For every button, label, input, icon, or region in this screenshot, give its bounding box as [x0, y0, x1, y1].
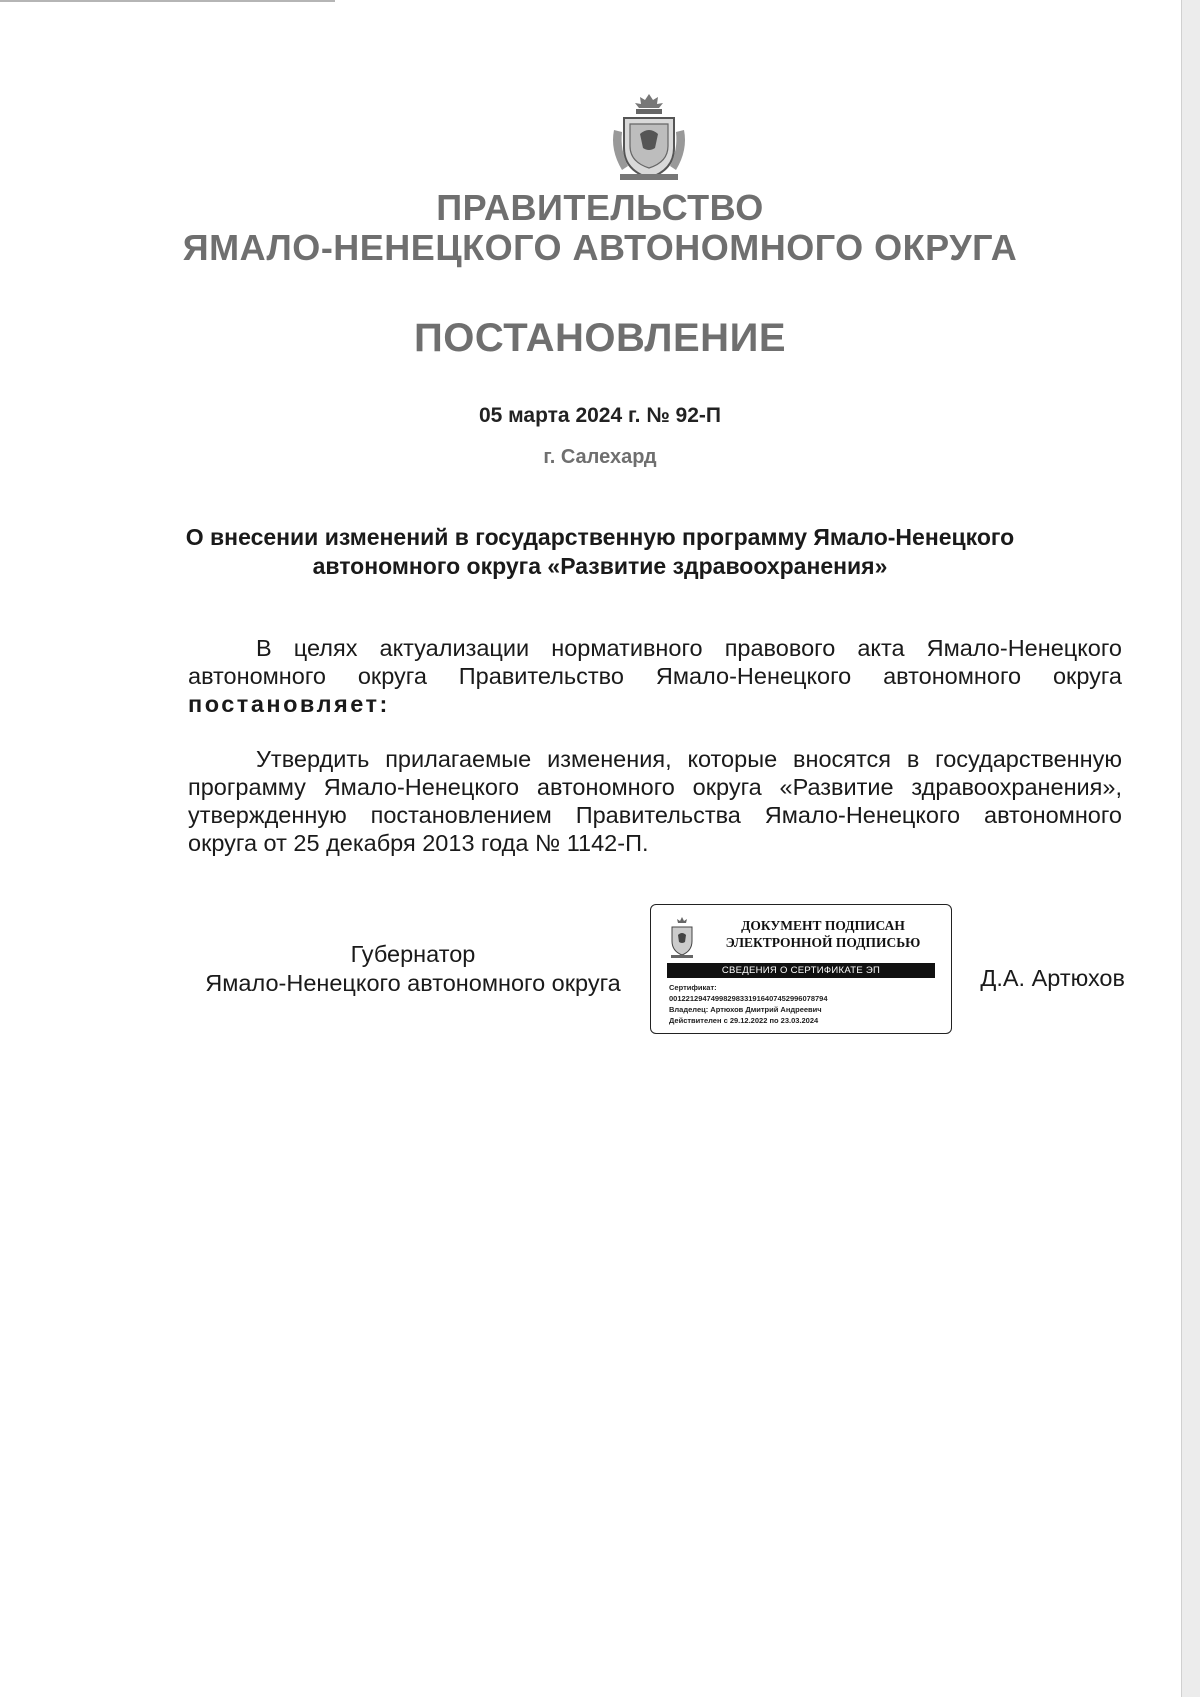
- stamp-title: [707, 917, 939, 951]
- document-date-number: 05 марта 2024 г. № 92-П: [478, 404, 722, 427]
- stamp-coat-of-arms-icon: [667, 915, 697, 959]
- body-paragraph-2: [188, 745, 1122, 857]
- decree-keyword: постановляет:: [188, 691, 390, 717]
- paragraph-1-text: В целях актуализации нормативного правового акта Ямало-Ненецкого автономного округа Правительство Ямало-Ненецкого автономного округа: [188, 635, 1122, 689]
- document-subject: О внесении изменений в государственную программу Ямало-Ненецкого автономного округа «Развитие здравоохранения»: [185, 524, 1015, 579]
- certificate-owner: Владелец: Артюхов Дмитрий Андреевич: [669, 1005, 822, 1014]
- certificate-number: 00122129474998298331916407452996078794: [669, 994, 828, 1003]
- scan-margin-strip: [1181, 0, 1200, 1697]
- stamp-title-line1: ДОКУМЕНТ ПОДПИСАН: [741, 918, 905, 933]
- coat-of-arms-icon: [610, 90, 688, 185]
- government-title-line2: ЯМАЛО-НЕНЕЦКОГО АВТОНОМНОГО ОКРУГА: [182, 227, 1018, 268]
- electronic-signature-stamp: [650, 904, 952, 1034]
- signer-position: [188, 940, 638, 998]
- stamp-title-line2: ЭЛЕКТРОННОЙ ПОДПИСЬЮ: [725, 935, 921, 950]
- document-city: г. Салехард: [543, 446, 657, 468]
- signer-name: Д.А. Артюхов: [980, 965, 1125, 991]
- certificate-validity: Действителен с 29.12.2022 по 23.03.2024: [669, 1016, 819, 1025]
- certificate-label: Сертификат:: [669, 983, 717, 992]
- document-type-title: ПОСТАНОВЛЕНИЕ: [413, 316, 786, 360]
- signer-position-line2: Ямало-Ненецкого автономного округа: [205, 970, 621, 996]
- government-title-line1: ПРАВИТЕЛЬСТВО: [436, 187, 764, 228]
- signer-position-line1: Губернатор: [350, 941, 476, 967]
- paragraph-2-text: Утвердить прилагаемые изменения, которые вносятся в государственную программу Ямало-Ненецкого автономного округа «Развитие здравоохранения», утвержденную постановлением Правительства Ямало-Ненецкого автономного округа от 25 декабря 2013 года № 1142-П.: [188, 746, 1122, 856]
- stamp-certificate-bar: СВЕДЕНИЯ О СЕРТИФИКАТЕ ЭП: [667, 963, 935, 978]
- scan-edge-line: [0, 0, 335, 2]
- body-paragraph-1: [188, 634, 1122, 718]
